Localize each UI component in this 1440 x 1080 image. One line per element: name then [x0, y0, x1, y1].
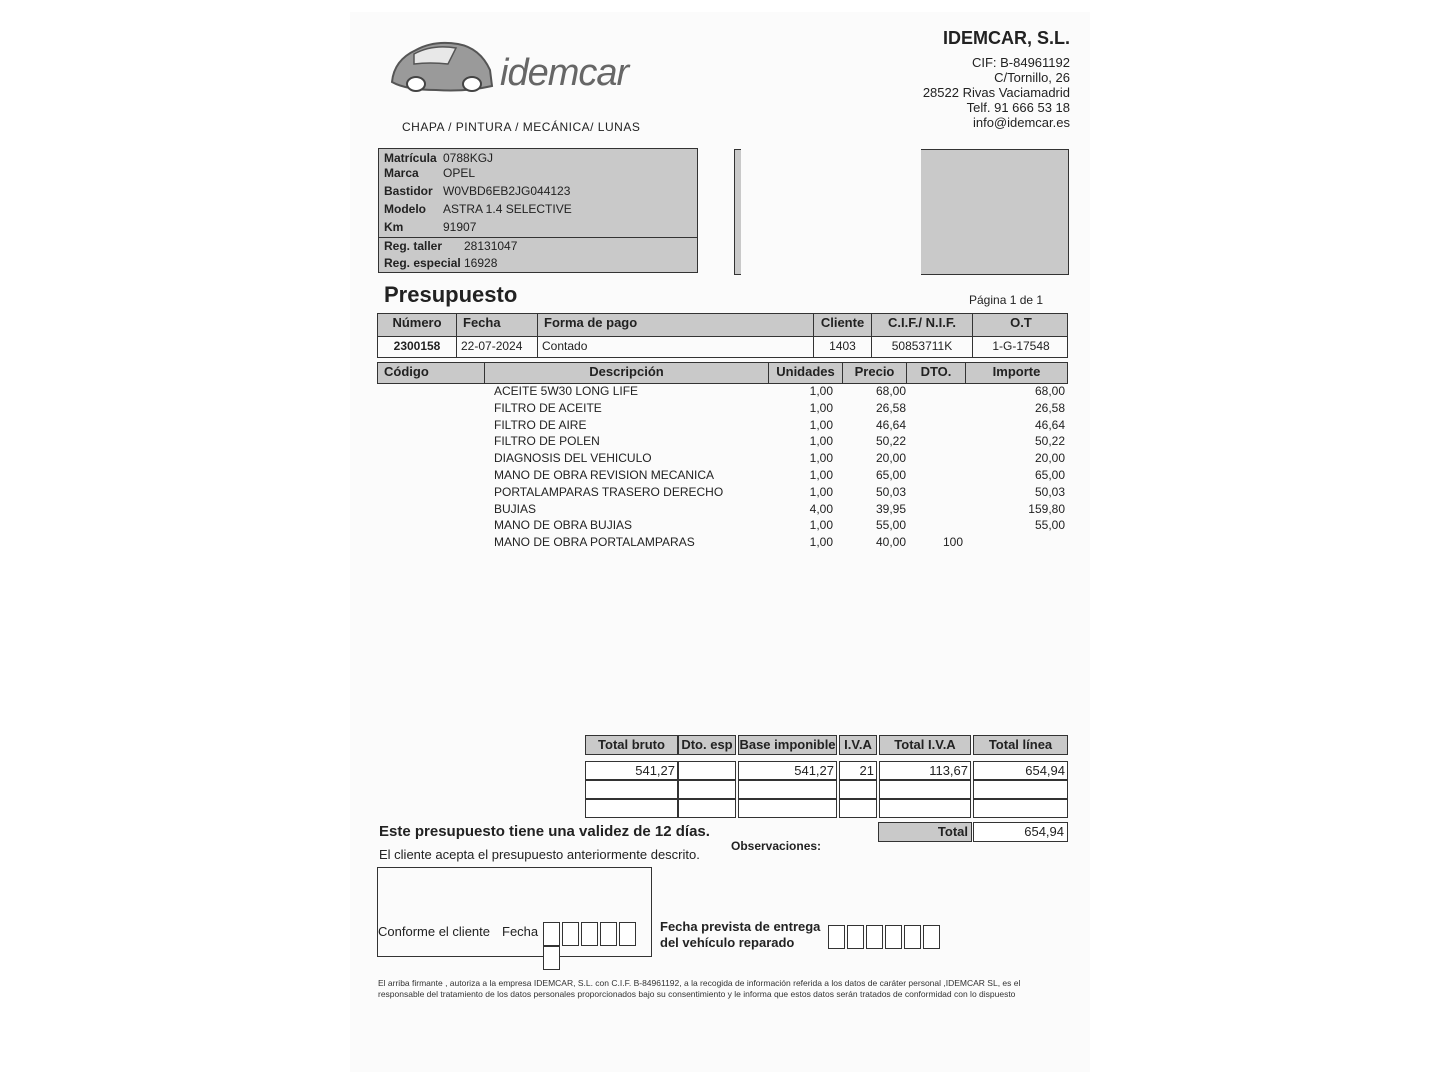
vehicle-box — [378, 148, 698, 273]
item-amount: 50,03 — [1034, 484, 1065, 499]
reg-especial-value: 16928 — [464, 256, 498, 270]
items-col-label: Unidades — [769, 363, 843, 383]
totals-cell — [678, 780, 736, 799]
item-price: 26,58 — [875, 400, 906, 415]
item-units: 1,00 — [809, 417, 833, 432]
entrega-line1: Fecha prevista de entrega — [660, 919, 821, 934]
total-value: 654,94 — [1024, 824, 1064, 839]
item-description: MANO DE OBRA PORTALAMPARAS — [494, 535, 695, 550]
company-address: C/Tornillo, 26 — [994, 70, 1070, 85]
item-discount: 100 — [943, 535, 964, 550]
conforme-label: Conforme el cliente — [378, 924, 490, 939]
vehicle-field-label: Modelo — [384, 202, 426, 216]
totals-cell — [738, 780, 837, 799]
items-table-header — [377, 362, 1068, 384]
company-city: 28522 Rivas Vaciamadrid — [922, 85, 1070, 100]
item-description: ACEITE 5W30 LONG LIFE — [494, 384, 639, 398]
item-amount: 20,00 — [1034, 451, 1065, 466]
item-units: 4,00 — [809, 501, 833, 516]
item-price: 39,95 — [875, 501, 906, 516]
item-price: 20,00 — [875, 451, 906, 466]
item-units: 1,00 — [809, 518, 833, 533]
vehicle-field-value: 0788KGJ — [443, 151, 494, 165]
item-description: FILTRO DE POLEN — [494, 434, 600, 449]
totals-cell — [738, 799, 837, 818]
header-col-value: 1403 — [814, 336, 872, 357]
fecha-label: Fecha — [502, 924, 539, 939]
totals-cell — [879, 799, 971, 818]
item-price: 50,03 — [875, 484, 906, 499]
header-col-value: Contado — [538, 336, 814, 357]
item-amount: 46,64 — [1034, 417, 1065, 432]
items-col-label: Importe — [992, 364, 1041, 379]
entrega-date-boxes — [828, 925, 942, 949]
vehicle-field-value: ASTRA 1.4 SELECTIVE — [443, 202, 572, 216]
item-price: 65,00 — [875, 468, 906, 482]
header-col-label: C.I.F./ N.I.F. — [872, 314, 973, 336]
items-col-label: Precio — [843, 363, 907, 383]
totals-col-label: Total línea — [973, 735, 1068, 755]
vehicle-field-label: Marca — [384, 166, 419, 180]
redacted-area — [741, 148, 921, 276]
item-description: BUJIAS — [494, 501, 537, 516]
item-units: 1,00 — [809, 451, 833, 466]
totals-col-label: Total bruto — [585, 735, 678, 755]
logo-text: idemcar — [500, 52, 629, 94]
vehicle-field-label: Matrícula — [384, 151, 437, 165]
item-row — [350, 401, 1090, 418]
entrega-label — [660, 919, 820, 951]
page-number: Página 1 de 1 — [969, 293, 1044, 307]
header-col-label: Fecha — [457, 314, 538, 336]
tagline: CHAPA / PINTURA / MECÁNICA/ LUNAS — [402, 120, 641, 134]
totals-cell — [585, 780, 678, 799]
item-row — [350, 502, 1090, 519]
item-row — [350, 485, 1090, 502]
item-description: PORTALAMPARAS TRASERO DERECHO — [494, 484, 724, 499]
totals-cell — [678, 799, 736, 818]
item-units: 1,00 — [809, 535, 833, 550]
company-info — [923, 28, 1070, 130]
item-units: 1,00 — [809, 434, 833, 449]
entrega-line2: del vehículo reparado — [660, 935, 795, 950]
item-amount: 26,58 — [1034, 400, 1065, 415]
item-units: 1,00 — [809, 484, 833, 499]
totals-cell: 654,94 — [973, 761, 1068, 780]
totals-cell — [585, 799, 678, 818]
item-description: FILTRO DE ACEITE — [494, 400, 602, 415]
client-box — [734, 149, 1069, 275]
item-price: 46,64 — [875, 417, 906, 432]
totals-cell — [973, 799, 1068, 818]
header-col-value: 1-G-17548 — [992, 339, 1050, 353]
header-col-label: O.T — [1010, 315, 1032, 330]
reg-taller-value: 28131047 — [464, 239, 518, 253]
item-units: 1,00 — [809, 400, 833, 415]
item-row — [350, 468, 1090, 485]
item-description: FILTRO DE AIRE — [494, 417, 587, 432]
item-description: MANO DE OBRA BUJIAS — [494, 518, 633, 533]
total-label: Total — [937, 824, 968, 839]
item-amount: 159,80 — [1028, 501, 1065, 516]
items-col-label: Descripción — [485, 363, 769, 383]
legal-text — [378, 978, 1068, 1000]
signature-date-boxes — [543, 922, 651, 970]
vehicle-field-value: 91907 — [443, 220, 477, 234]
totals-col-label: Base imponible — [738, 735, 837, 755]
total-value-box — [973, 822, 1068, 842]
item-row — [350, 535, 1090, 552]
item-row — [350, 518, 1090, 535]
observaciones-label: Observaciones: — [731, 839, 822, 853]
header-col-label: Forma de pago — [538, 314, 814, 336]
header-table — [377, 313, 1068, 358]
item-description: DIAGNOSIS DEL VEHICULO — [494, 451, 652, 466]
item-row — [350, 451, 1090, 468]
signature-box — [377, 867, 652, 957]
car-logo-icon — [386, 30, 496, 102]
item-price: 68,00 — [875, 384, 906, 398]
totals-table — [585, 735, 1068, 819]
header-col-value: 22-07-2024 — [457, 336, 538, 357]
legal-line1: El arriba firmante , autoriza a la empresa IDEMCAR, S.L. con C.I.F. B-84961192, a la recogida de información referida a los datos de caráter personal ,IDEMCAR SL, es el — [378, 978, 1021, 988]
totals-col-label: Total I.V.A — [879, 735, 971, 755]
items-col-label: Código — [378, 363, 485, 383]
company-name: IDEMCAR, S.L. — [942, 28, 1070, 48]
item-units: 1,00 — [809, 468, 833, 482]
accept-text: El cliente acepta el presupuesto anteriormente descrito. — [379, 847, 700, 862]
item-units: 1,00 — [809, 384, 833, 398]
company-cif: CIF: B-84961192 — [971, 55, 1070, 70]
item-amount: 55,00 — [1034, 518, 1065, 533]
total-label-box — [878, 822, 972, 842]
totals-cell — [678, 761, 736, 780]
item-amount: 68,00 — [1034, 384, 1065, 398]
totals-cell: 21 — [839, 761, 877, 780]
legal-line2: responsable del tratamiento de los datos personales proporcionados bajo su consentimiento y le informa que estos datos serán tratados de conformidad con lo dispuesto — [378, 989, 1016, 999]
item-row — [350, 384, 1090, 401]
header-col-value: 50853711K — [872, 336, 973, 357]
item-row — [350, 418, 1090, 435]
header-col-label: Número — [378, 314, 457, 336]
vehicle-field-label: Bastidor — [384, 184, 433, 198]
item-row — [350, 434, 1090, 451]
totals-cell — [839, 780, 877, 799]
item-price: 40,00 — [875, 535, 906, 550]
item-amount: 50,22 — [1034, 434, 1065, 449]
quote-document — [350, 12, 1090, 1072]
item-description: MANO DE OBRA REVISION MECANICA — [494, 468, 715, 482]
items-col-label: DTO. — [907, 363, 966, 383]
header-col-label: Cliente — [814, 314, 872, 336]
totals-cell: 541,27 — [738, 761, 837, 780]
vehicle-field-value: W0VBD6EB2JG044123 — [443, 184, 571, 198]
totals-cell: 541,27 — [585, 761, 678, 780]
page-title: Presupuesto — [384, 282, 518, 307]
reg-especial-label: Reg. especial — [384, 256, 461, 270]
totals-cell: 113,67 — [879, 761, 971, 780]
header-col-value: 2300158 — [378, 336, 457, 357]
item-price: 55,00 — [875, 518, 906, 533]
totals-cell — [839, 799, 877, 818]
vehicle-field-value: OPEL — [443, 166, 476, 180]
totals-col-label: Dto. esp — [678, 735, 736, 755]
company-phone: Telf. 91 666 53 18 — [966, 100, 1070, 115]
validity-text: Este presupuesto tiene una validez de 12 días. — [379, 823, 710, 840]
company-email: info@idemcar.es — [972, 115, 1070, 130]
item-price: 50,22 — [875, 434, 906, 449]
totals-cell — [973, 780, 1068, 799]
reg-taller-label: Reg. taller — [384, 239, 443, 253]
totals-col-label: I.V.A — [839, 735, 877, 755]
vehicle-field-label: Km — [384, 220, 404, 234]
totals-cell — [879, 780, 971, 799]
item-amount: 65,00 — [1034, 468, 1065, 482]
